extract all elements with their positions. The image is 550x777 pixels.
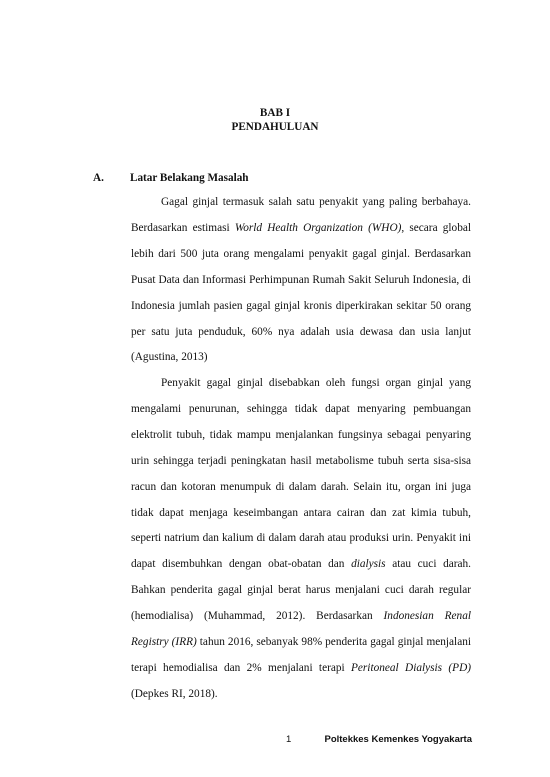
section-heading [93, 171, 249, 185]
paragraph-text [131, 190, 471, 371]
paragraph-segment: secara global lebih dari 500 juta orang mengalami penyakit gagal ginjal. Berdasarkan Pusat Data dan Informasi Perhimpunan Rumah Sakit Seluruh Indonesia, di Indonesia jumlah pasien gagal ginjal kronis diperkirakan sekitar 50 orang per satu juta penduduk, 60% nya adalah usia dewasa dan usia lanjut (Agustina, 2013) [131, 221, 471, 364]
paragraph-segment: atau cuci darah. Bahkan penderita gagal ginjal berat harus menjalani cuci darah regular (hemodialisa) (Muhammad, 2012). Berdasarkan [131, 558, 471, 623]
chapter-title: BAB I [259, 107, 291, 119]
footer-institution: Poltekkes Kemenkes Yogyakarta [324, 734, 472, 745]
paragraph-segment: Gagal ginjal termasuk salah satu penyakit yang paling berbahaya. Berdasarkan estimasi [131, 196, 471, 234]
paragraph-italic-term: World Health Organization (WHO), [234, 221, 405, 234]
body-paragraph-1 [131, 190, 471, 371]
paragraph-segment: (Depkes RI, 2018). [131, 687, 218, 700]
page-number: 1 [286, 734, 292, 745]
chapter-heading [0, 106, 550, 134]
page-footer [0, 733, 550, 747]
paragraph-segment: Penyakit gagal ginjal disebabkan oleh fungsi organ ginjal yang mengalami penurunan, sehingga tidak dapat menyaring pembuangan elektrolit tubuh, tidak mampu menjalankan fungsinya sebagai penyaring urin sehingga terjadi peningkatan hasil metabolisme tubuh serta sisa-sisa racun dan kotoran menumpuk di dalam darah. Selain itu, organ ini juga tidak dapat menjaga keseimbangan antara cairan dan zat kimia tubuh, seperti natrium dan kalium di dalam darah atau produksi urin. Penyakit ini dapat disembuhkan dengan obat-obatan dan [131, 377, 471, 571]
paragraph-italic-term: Peritoneal Dialysis (PD) [351, 661, 471, 674]
paragraph-segment: tahun 2016, sebanyak 98% penderita gagal ginjal menjalani terapi hemodialisa dan 2% menjalani terapi [131, 636, 471, 674]
paragraph-italic-term: dialysis [351, 558, 386, 571]
paragraph-italic-term: Indonesian Renal Registry (IRR) [131, 610, 471, 649]
section-number: A. [93, 172, 104, 184]
section-title: Latar Belakang Masalah [130, 172, 249, 184]
paragraph-text [131, 371, 471, 708]
body-paragraph-2 [131, 371, 471, 708]
chapter-subtitle: PENDAHULUAN [231, 121, 319, 133]
